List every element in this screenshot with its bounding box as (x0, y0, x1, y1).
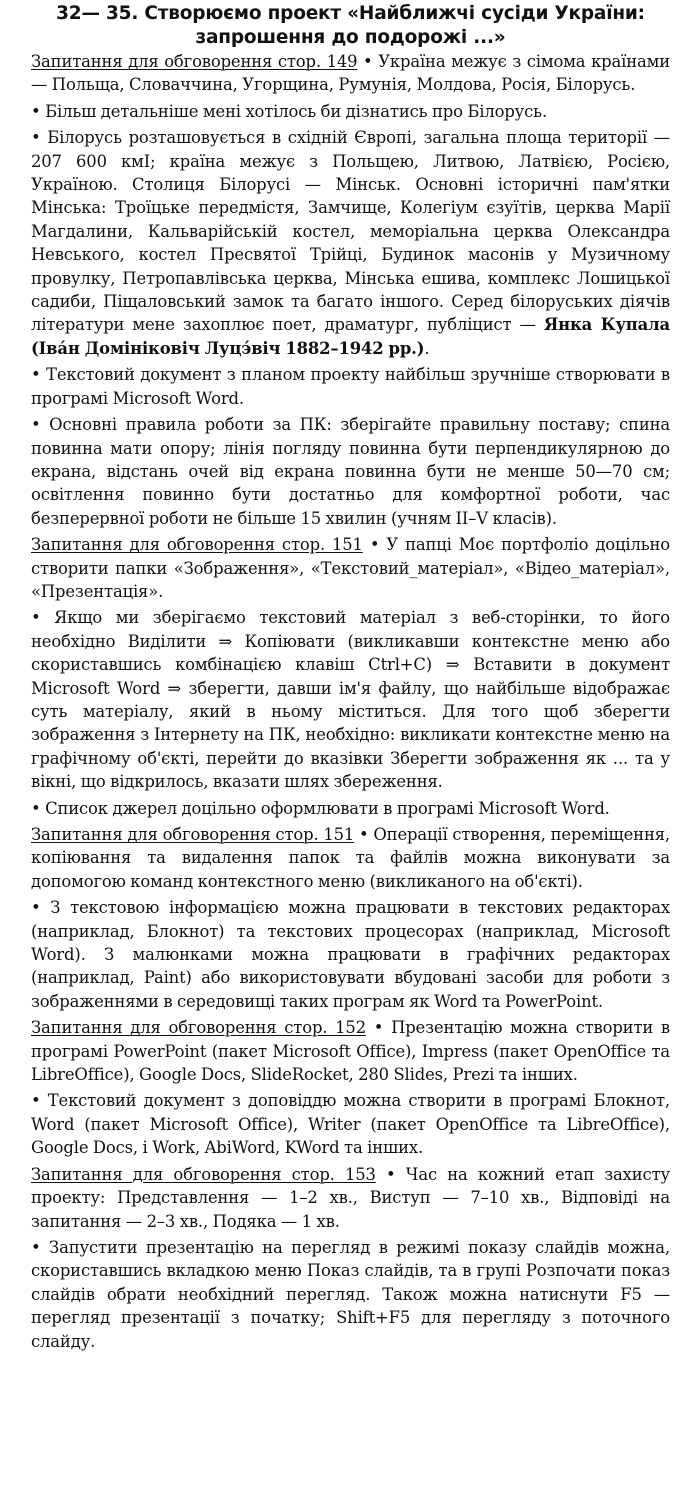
paragraph-q149 (31, 50, 670, 97)
paragraph-text: • Операції створення, переміщення, копіювання та видалення папок та файлів можна виконувати за допомогою команд контекстного меню (викликаного на об'єкті). (31, 825, 670, 891)
paragraph-q151-files (31, 823, 670, 893)
paragraph-text: • У папці Моє портфоліо доцільно створити папки «Зображення», «Текстовий_матеріал», «Відео_матеріал», «Презентація». (31, 535, 670, 601)
paragraph-slideshow (31, 1236, 670, 1353)
paragraph-q152 (31, 1016, 670, 1086)
page-title-line-1: 32— 35. Створюємо проект «Найближчі сусіди України: (56, 3, 645, 24)
paragraph-text: • Текстовий документ з планом проекту найбільш зручніше створювати в програмі Microsoft Word. (31, 365, 670, 408)
paragraph-text: • Текстовий документ з доповіддю можна створити в програмі Блокнот, Word (пакет Microsoft Office), Writer (пакет OpenOffice та LibreOffice), Google Docs, і Work, AbiWord, KWord та інших. (31, 1091, 670, 1158)
paragraph-text: • Якщо ми зберігаємо текстовий матеріал з веб-сторінки, то його необхідно Виділити ⇒ Копіювати (викликавши контекстне меню або скориставшись комбінацією клавіш Ctrl+C) ⇒ Вставити в документ Microsoft Word ⇒ зберегти, давши ім'я файлу, що найбільше відображає суть матеріалу, який в ньому міститься. Для того щоб зберегти зображення з Інтернету на ПК, необхідно: викликати контекстне меню на графічному об'єкті, перейти до вказівки Зберегти зображення як ... та у вікні, що відкрилось, вказати шлях збереження. (31, 608, 670, 792)
paragraph-tail: . (424, 338, 430, 358)
paragraph-text: • З текстовою інформацією можна працювати в текстових редакторах (наприклад, Блокнот) та текстових процесорах (наприклад, Microsoft Word). З малюнками можна працювати в графічних редакторах (наприклад, Paint) або використовувати вбудовані засоби для роботи з зображеннями в середовищі таких програм як Word та PowerPoint. (31, 898, 670, 1011)
paragraph-sources-list (31, 797, 670, 820)
paragraph-belarus-info (31, 126, 670, 360)
paragraph-saving-web (31, 606, 670, 793)
paragraph-q153 (31, 1163, 670, 1233)
question-heading: Запитання для обговорення стор. 151 (31, 535, 363, 555)
question-heading: Запитання для обговорення стор. 152 (31, 1018, 366, 1038)
page-title-line-2: запрошення до подорожі ...» (195, 27, 506, 48)
paragraph-text: • Основні правила роботи за ПК: зберігайте правильну поставу; спина повинна мати опору; лінія погляду повинна бути перпендикулярною до екрана, відстань очей від екрана повинна бути не менше 50—70 см; освітлення повинно бути достатньо для комфортної роботи, час безперервної роботи не більше 15 хвилин (учням II–V класів). (31, 415, 670, 528)
paragraph-text: • Більш детальніше мені хотілось би дізнатись про Білорусь. (31, 101, 548, 121)
paragraph-text: • Список джерел доцільно оформлювати в програмі Microsoft Word. (31, 798, 610, 818)
paragraph-report-doc (31, 1089, 670, 1159)
paragraph-text: • Запустити презентацію на перегляд в режимі показу слайдів можна, скориставшись вкладкою меню Показ слайдів, та в групі Розпочати показ слайдів обрати необхідний перегляд. Також можна натиснути F5 — перегляд презентації з початку; Shift+F5 для перегляду з поточного слайду. (31, 1237, 670, 1351)
paragraph-text: • Білорусь розташовується в східній Європі, загальна площа території — 207 600 кмІ; країна межує з Польщею, Литвою, Латвією, Росією, Україною. Столиця Білорусі — Мінськ. Основні історичні пам'ятки Мінська: Троїцьке передмістя, Замчище, Колегіум єзуїтів, церква Марії Магдалини, Кальварійській костел, меморіальна церква Олександра Невського, костел Пресвятої Трійці, Будинок масонів у Музичному провулку, Петропавлівська церква, Мінська ешива, комплекс Лошицької садиби, Піщаловський замок та багато іншого. Серед білоруських діячів літератури мене захоплює поет, драматург, публіцист — (31, 128, 670, 335)
paragraph-text: • Час на кожний етап захисту проекту: Представлення — 1–2 хв., Виступ — 7–10 хв., Відповіді на запитання — 2–3 хв., Подяка — 1 хв. (31, 1164, 670, 1231)
question-heading: Запитання для обговорення стор. 149 (31, 52, 358, 71)
paragraph-q151-portfolio (31, 533, 670, 603)
paragraph-editors (31, 896, 670, 1013)
question-heading: Запитання для обговорення стор. 151 (31, 825, 355, 844)
paragraph-word-plan (31, 363, 670, 410)
paragraph-text: • Презентацію можна створити в програмі PowerPoint (пакет Microsoft Office), Impress (пакет OpenOffice та LibreOffice), Google Docs, SlideRocket, 280 Slides, Prezi та інших. (31, 1018, 670, 1085)
paragraph-pc-rules (31, 413, 670, 530)
bold-author-name: Янка Купала (Іва́н Домініковіч Луцэ́віч 1882–1942 рр.) (31, 315, 670, 358)
paragraph-belarus-interest (31, 100, 670, 123)
page-title (31, 2, 670, 50)
paragraph-text: • Україна межує з сімома країнами — Польща, Словаччина, Угорщина, Румунія, Молдова, Росія, Білорусь. (31, 52, 670, 95)
question-heading: Запитання для обговорення стор. 153 (31, 1164, 376, 1184)
